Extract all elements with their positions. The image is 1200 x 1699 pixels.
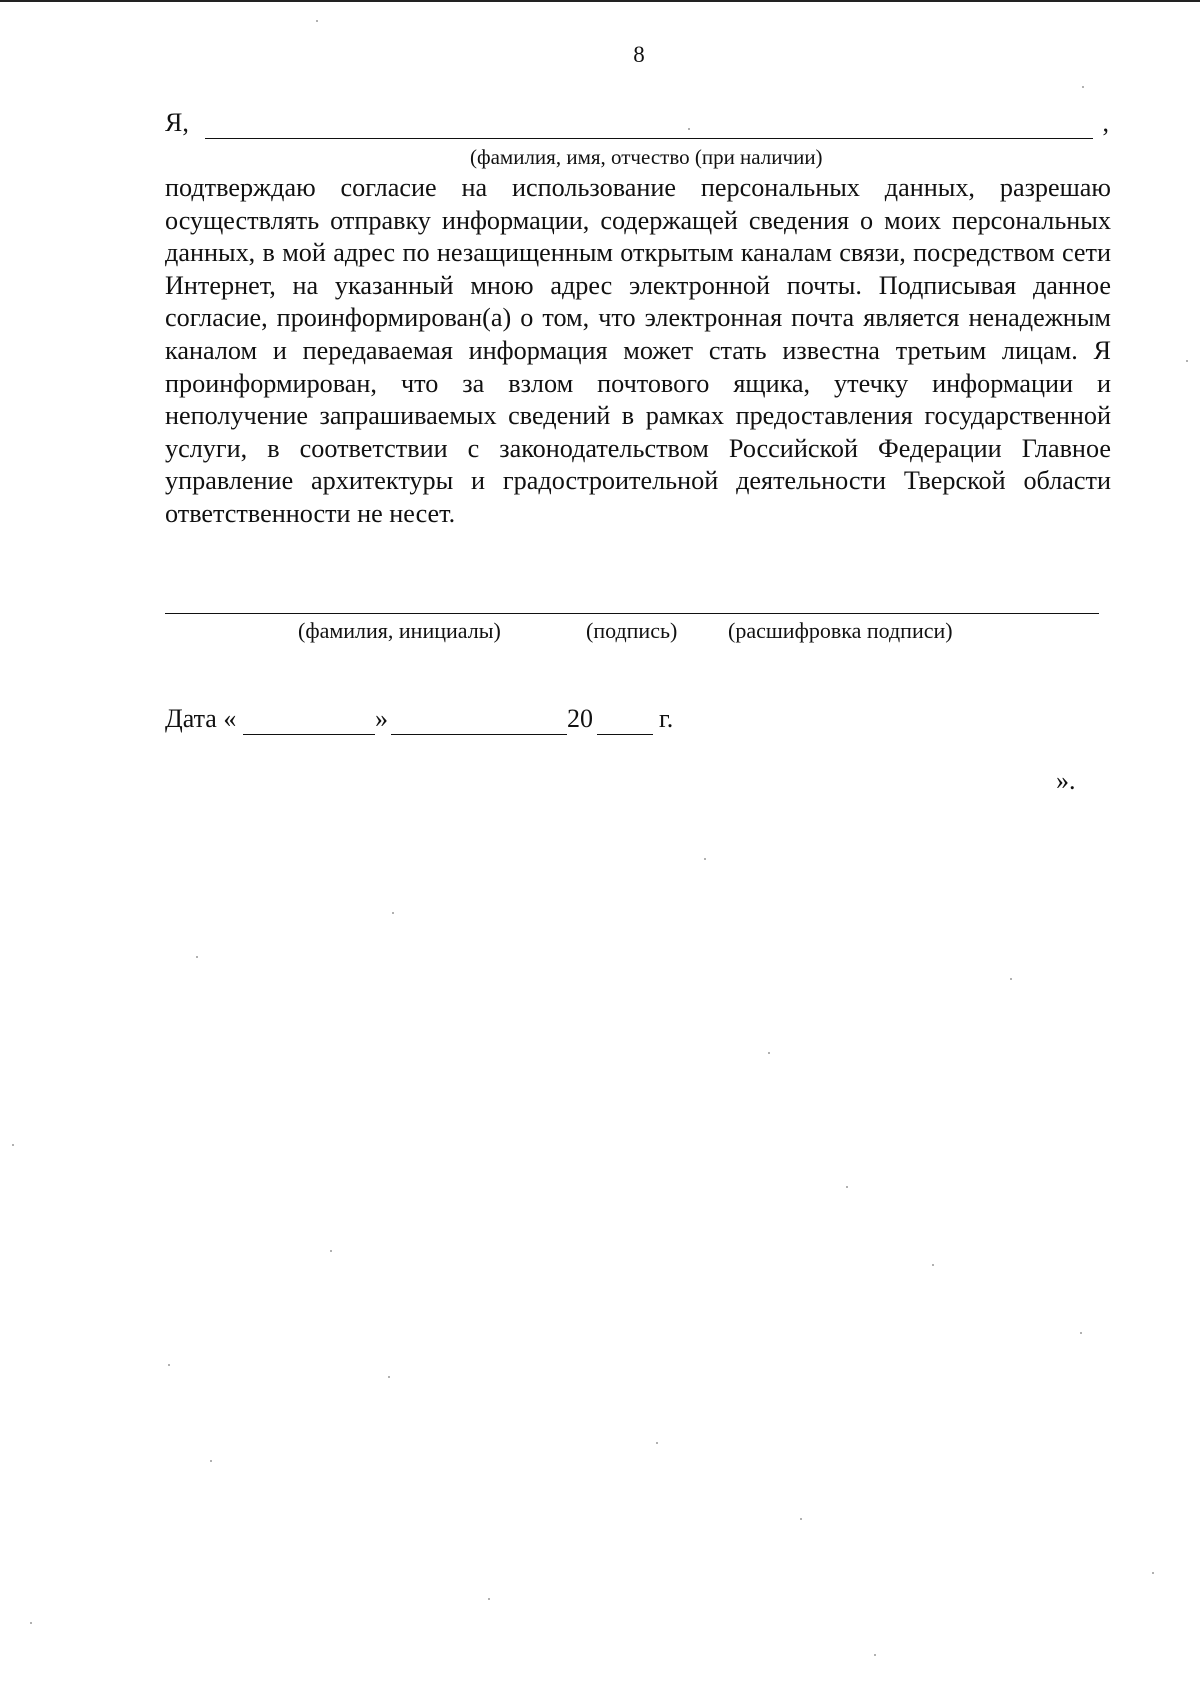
caption-signature-decoding: (расшифровка подписи) <box>728 618 953 643</box>
applicant-name-field-line[interactable] <box>205 138 1093 139</box>
date-quote-close: » <box>375 704 388 733</box>
date-label: Дата « <box>165 704 237 733</box>
scan-speck <box>1080 1332 1082 1334</box>
scan-speck <box>704 858 706 860</box>
applicant-comma: , <box>1102 108 1109 137</box>
scan-speck <box>1186 360 1188 362</box>
scan-speck <box>1082 86 1084 88</box>
scan-speck <box>392 912 394 914</box>
scan-speck <box>656 1442 658 1444</box>
scan-speck <box>316 20 318 22</box>
closing-quote: ». <box>1056 766 1076 795</box>
scan-speck <box>30 1622 32 1624</box>
scan-speck <box>388 1376 390 1378</box>
scan-speck <box>1152 1572 1154 1574</box>
scan-speck <box>1010 978 1012 980</box>
scan-speck <box>688 128 690 130</box>
scan-speck <box>768 1052 770 1054</box>
scan-speck <box>874 1654 876 1656</box>
scan-speck <box>330 1250 332 1252</box>
scan-speck <box>800 1518 802 1520</box>
scan-top-edge <box>0 0 1200 2</box>
scan-speck <box>932 1264 934 1266</box>
scan-speck <box>846 1186 848 1188</box>
scan-speck <box>196 956 198 958</box>
date-day-field-line[interactable] <box>243 734 375 735</box>
signature-field-line[interactable] <box>165 613 1099 614</box>
page-number: 8 <box>633 42 645 67</box>
date-year-suffix: г. <box>659 704 674 733</box>
applicant-name-caption: (фамилия, имя, отчество (при наличии) <box>470 145 823 169</box>
consent-paragraph: подтверждаю согласие на использование персональных данных, разрешаю осуществлять отправку информации, содержащей сведения о моих персональных данных, в мой адрес по незащищенным открытым каналам связи, посредством сети Интернет, на указанный мною адрес электронной почты. Подписывая данное согласие, проинформирован(а) о том, что электронная почта является ненадежным каналом и передаваемая информация может стать известна третьим лицам. Я проинформирован, что за взлом почтового ящика, утечку информации и неполучение запрашиваемых сведений в рамках предоставления государственной услуги, в соответствии с законодательством Российской Федерации Главное управление архитектуры и градостроительной деятельности Тверской области ответственности не несет. <box>165 173 1111 528</box>
scan-speck <box>168 1364 170 1366</box>
scan-speck <box>210 1460 212 1462</box>
date-month-field-line[interactable] <box>391 734 567 735</box>
caption-surname-initials: (фамилия, инициалы) <box>298 618 501 643</box>
caption-signature: (подпись) <box>586 618 678 643</box>
applicant-name-row <box>165 104 1109 140</box>
scan-speck <box>488 1598 490 1600</box>
date-year-field-line[interactable] <box>597 734 653 735</box>
scan-speck <box>12 1144 14 1146</box>
date-year-prefix: 20 <box>567 704 593 733</box>
applicant-prefix: Я, <box>165 108 189 137</box>
